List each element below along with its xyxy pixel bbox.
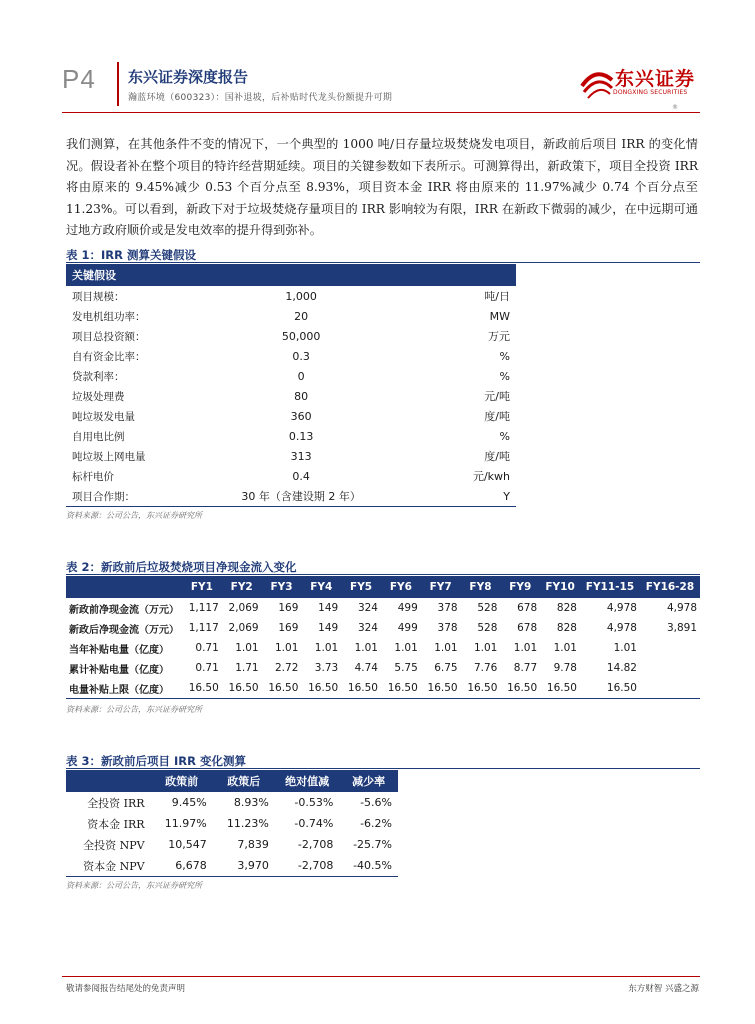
- table1-param-name: 标杆电价: [72, 470, 114, 483]
- table2-cell: 5.75: [394, 662, 418, 674]
- table2-cell: 3,891: [666, 622, 697, 634]
- table2-cell: 499: [397, 622, 418, 634]
- table2-column-header: FY9: [500, 576, 540, 598]
- table3-source: 资料来源：公司公告，东兴证券研究所: [66, 881, 202, 890]
- footer-disclaimer: 敬请参阅报告结尾处的免责声明: [66, 984, 186, 994]
- table1-param-unit: 元/吨: [484, 390, 510, 403]
- table2-cell: 4.74: [354, 662, 378, 674]
- table2-header-row: [66, 576, 700, 598]
- table3-cell: -0.74%: [294, 817, 334, 830]
- table1-param-value: 80: [294, 389, 309, 403]
- table2-cell: [640, 658, 700, 678]
- table2-cell: 1.01: [473, 642, 498, 654]
- table2-row: [66, 678, 700, 699]
- table2-cell: 324: [357, 622, 378, 634]
- table1-param-name: 项目合作期：: [66, 486, 219, 507]
- footer-rule: [62, 976, 700, 977]
- table3-cell: -5.6%: [360, 796, 392, 809]
- table1-param-unit: 度/吨: [484, 450, 510, 463]
- table2-cell: 0.71: [195, 642, 219, 654]
- table2-caption: 表 2：新政前后垃圾焚烧项目净现金流入变化: [66, 560, 297, 574]
- table2-cell: 16.50: [500, 678, 540, 699]
- table1-param-value: 0.3: [292, 349, 310, 363]
- table2-body: [66, 598, 700, 699]
- logo-emblem-icon: [582, 74, 612, 98]
- table3-caption-rule: [66, 768, 700, 769]
- table1-param-name: 发电机组功率：: [72, 310, 146, 323]
- table2-cell: 6.75: [434, 662, 458, 674]
- table1-row: [66, 326, 516, 346]
- table2-cell: 16.50: [580, 678, 640, 699]
- table1-param-value: 30 年（含建设期 2 年）: [219, 486, 382, 507]
- table3-column-header: [66, 770, 151, 792]
- table2-caption-rule: [66, 574, 700, 575]
- logo-text: 东兴证券: [615, 68, 696, 90]
- table2-column-header: FY3: [262, 576, 302, 598]
- table2-cell: 678: [517, 602, 538, 614]
- table2-row: [66, 598, 700, 618]
- table2-cell: 1.01: [275, 642, 299, 654]
- table3-cell: 8.93%: [233, 796, 269, 809]
- table2-cell: 1,117: [188, 622, 219, 634]
- table1-param-unit: Y: [383, 486, 516, 507]
- table3-row: [66, 813, 398, 834]
- table3-row: [66, 834, 398, 855]
- table3-cell: -40.5%: [339, 855, 398, 877]
- table1-param-unit: %: [499, 349, 510, 363]
- table2-cell: 16.50: [341, 678, 381, 699]
- table1-row: [66, 466, 516, 486]
- table2-cell: 4,978: [606, 602, 637, 614]
- table2-source: 资料来源：公司公告，东兴证券研究所: [66, 705, 202, 714]
- table1-param-unit: 元/kwh: [472, 470, 510, 483]
- table2-column-header: FY4: [301, 576, 341, 598]
- table2-cell: 149: [318, 602, 339, 614]
- table1-param-value: 0: [297, 369, 305, 383]
- table3-caption: 表 3：新政前后项目 IRR 变化测算: [66, 754, 247, 768]
- table2-cell: 14.82: [606, 662, 637, 674]
- table2-cell: 1.01: [553, 642, 577, 654]
- table2-cell: 678: [517, 622, 538, 634]
- table2-cell: 16.50: [301, 678, 341, 699]
- table2-cell: 1.01: [613, 642, 637, 654]
- table1-param-name: 自有资金比率：: [72, 350, 146, 363]
- table2-cell: 16.50: [222, 678, 262, 699]
- table3-cell: -25.7%: [353, 838, 392, 851]
- table1-param-value: 50,000: [281, 329, 321, 343]
- table2-cell: 0.71: [195, 662, 219, 674]
- table2-cell: 16.50: [540, 678, 580, 699]
- table2-row: [66, 618, 700, 638]
- table1-param-name: 贷款利率：: [72, 370, 125, 383]
- table2-column-header: FY11-15: [580, 576, 640, 598]
- table1-param-value: 0.4: [292, 469, 310, 483]
- table2-cell: 324: [357, 602, 378, 614]
- table2-column-header: FY6: [381, 576, 421, 598]
- table3-column-header: 政策前: [151, 770, 213, 792]
- table3-column-header: 政策后: [213, 770, 275, 792]
- logo-registered-mark: ®: [672, 104, 678, 111]
- table2-cell: 1.01: [354, 642, 378, 654]
- table1: [66, 264, 516, 507]
- table3-cell: 10,547: [168, 838, 207, 851]
- table2-cell: 1.71: [235, 662, 259, 674]
- table2-row-label: 新政前净现金流（万元）: [69, 604, 179, 616]
- table2-cell: 16.50: [262, 678, 302, 699]
- table1-row: [66, 486, 516, 507]
- table1-param-unit: %: [499, 429, 510, 443]
- table3-row-label: 全投资 NPV: [83, 838, 145, 852]
- table2-cell: [640, 678, 700, 699]
- table1-param-value: 20: [294, 309, 309, 323]
- table2-cell: 1.01: [513, 642, 538, 654]
- table2-column-header: FY16-28: [640, 576, 700, 598]
- table2-row: [66, 658, 700, 678]
- table2-row-label: 当年补贴电量（亿度）: [69, 644, 169, 656]
- table2-cell: 2,069: [228, 622, 259, 634]
- table1-param-unit: %: [499, 369, 510, 383]
- table1-caption: 表 1：IRR 测算关键假设: [66, 248, 196, 262]
- table1-param-unit: 万元: [488, 330, 510, 343]
- table3-row-label: 资本金 NPV: [66, 855, 151, 877]
- table1-row: [66, 386, 516, 406]
- table2: [66, 576, 700, 699]
- table2-cell: 378: [437, 622, 458, 634]
- table3-row-label: 资本金 IRR: [87, 817, 145, 831]
- table2-cell: 9.78: [553, 662, 577, 674]
- table2-cell: 16.50: [461, 678, 501, 699]
- table3-cell: -6.2%: [360, 817, 392, 830]
- table1-source: 资料来源：公司公告，东兴证券研究所: [66, 511, 202, 520]
- table2-cell: 4,978: [666, 602, 697, 614]
- table2-column-header: FY2: [222, 576, 262, 598]
- table2-cell: 3.73: [314, 662, 339, 674]
- table1-param-value: 1,000: [285, 289, 317, 303]
- body-paragraph: 我们测算，在其他条件不变的情况下，一个典型的 1000 吨/日存量垃圾焚烧发电项目，新政前后项目 IRR 的变化情况。假设者补在整个项目的特许经营期延续。项目的关键参数如下表所示。可测算得出，新政策下，项目全投资 IRR 将由原来的 9.45%减少 0.53 个百分点至 8.93%，项目资本金 IRR 将由原来的 11.97%减少 0.74 个百分点至 11.23%。可以看到，新政下对于垃圾焚烧存量项目的 IRR 影响较为有限，IRR 在新政下微弱的减少，在中远期可通过地方政府顺价或是发电效率的提升得到弥补。: [66, 137, 698, 238]
- table2-cell: 2,069: [228, 602, 259, 614]
- table1-header: 关键假设: [66, 264, 516, 286]
- header-divider: [117, 62, 119, 106]
- table2-cell: [640, 638, 700, 658]
- table1-param-unit: 度/吨: [484, 410, 510, 423]
- table1-param-value: 360: [290, 409, 312, 423]
- table2-cell: 1,117: [188, 602, 219, 614]
- table3-header-row: [66, 770, 398, 792]
- table3-row: [66, 855, 398, 877]
- table2-cell: 1.01: [314, 642, 339, 654]
- table1-param-name: 吨垃圾上网电量: [72, 450, 146, 463]
- table2-cell: 1.01: [434, 642, 458, 654]
- table3-cell: 11.97%: [164, 817, 207, 830]
- table1-row: [66, 286, 516, 306]
- table3-cell: 11.23%: [226, 817, 269, 830]
- table2-column-header: FY1: [182, 576, 222, 598]
- table2-cell: 7.76: [473, 662, 498, 674]
- table2-cell: 16.50: [421, 678, 461, 699]
- table3-cell: 9.45%: [171, 796, 207, 809]
- table2-row-label: 累计补贴电量（亿度）: [69, 664, 169, 676]
- table1-param-unit: 吨/日: [484, 290, 510, 303]
- table2-cell: 8.77: [513, 662, 538, 674]
- table3-column-header: 减少率: [339, 770, 398, 792]
- table1-row: [66, 426, 516, 446]
- table2-cell: 16.50: [381, 678, 421, 699]
- table1-row: [66, 446, 516, 466]
- table3-cell: -2,708: [275, 855, 339, 877]
- table2-cell: 828: [556, 602, 577, 614]
- report-title: 东兴证券深度报告: [128, 68, 249, 86]
- table1-param-name: 项目规模：: [72, 290, 125, 303]
- table1-param-name: 垃圾处理费: [72, 390, 125, 403]
- table1-body: [66, 286, 516, 507]
- table2-cell: 528: [477, 622, 498, 634]
- table3-cell: 7,839: [237, 838, 269, 851]
- table2-row-label: 电量补贴上限（亿度）: [66, 678, 182, 699]
- table2-column-header: [66, 576, 182, 598]
- table3-column-header: 绝对值减: [275, 770, 339, 792]
- table2-cell: 149: [318, 622, 339, 634]
- table2-cell: 4,978: [606, 622, 637, 634]
- table1-row: [66, 306, 516, 326]
- table1-row: [66, 346, 516, 366]
- table2-row-label: 新政后净现金流（万元）: [69, 624, 179, 636]
- footer-slogan: 东方财智 兴盛之源: [628, 984, 699, 994]
- table2-column-header: FY5: [341, 576, 381, 598]
- table1-param-name: 项目总投资额：: [72, 330, 146, 343]
- table2-cell: 528: [477, 602, 498, 614]
- table2-cell: 828: [556, 622, 577, 634]
- table3-row: [66, 792, 398, 813]
- table1-row: [66, 366, 516, 386]
- table3-cell: -0.53%: [294, 796, 334, 809]
- table1-param-value: 0.13: [288, 429, 314, 443]
- report-subtitle: 瀚蓝环境（600323）：国补退坡，后补贴时代龙头份额提升可期: [128, 93, 393, 103]
- header-rule: [62, 112, 700, 113]
- table2-cell: 499: [397, 602, 418, 614]
- table2-cell: 1.01: [394, 642, 418, 654]
- table2-cell: 1.01: [235, 642, 259, 654]
- table1-param-name: 吨垃圾发电量: [72, 410, 135, 423]
- table3-cell: 6,678: [151, 855, 213, 877]
- table1-param-unit: MW: [489, 309, 510, 323]
- table3-row-label: 全投资 IRR: [87, 796, 145, 810]
- table1-param-value: 313: [290, 449, 312, 463]
- table1-caption-rule: [66, 262, 700, 263]
- table2-cell: 378: [437, 602, 458, 614]
- table2-cell: 16.50: [182, 678, 222, 699]
- table2-row: [66, 638, 700, 658]
- page-number: P4: [62, 64, 96, 94]
- logo-english: DONGXING SECURITIES: [613, 89, 688, 96]
- table3-cell: -2,708: [297, 838, 334, 851]
- table2-cell: 2.72: [275, 662, 299, 674]
- table3-cell: 3,970: [213, 855, 275, 877]
- table1-row: [66, 406, 516, 426]
- table2-column-header: FY10: [540, 576, 580, 598]
- table2-column-header: FY8: [461, 576, 501, 598]
- table3: [66, 770, 398, 877]
- table3-body: [66, 792, 398, 877]
- table2-column-header: FY7: [421, 576, 461, 598]
- table1-param-name: 自用电比例: [72, 430, 125, 443]
- table2-cell: 169: [278, 602, 299, 614]
- table2-cell: 169: [278, 622, 299, 634]
- table1-header-row: [66, 264, 516, 286]
